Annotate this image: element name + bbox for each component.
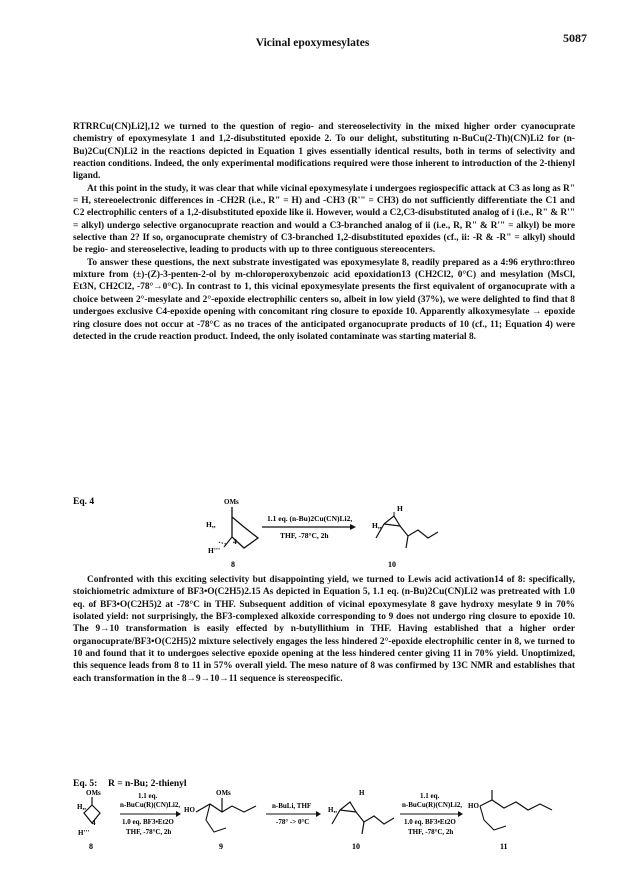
running-title: Vicinal epoxymesylates xyxy=(255,37,370,49)
body-text xyxy=(73,121,575,343)
eq4-product-number: 10 xyxy=(388,560,396,569)
eq5-step3-mid: 1.0 eq. BF3•Et2O xyxy=(404,818,456,826)
eq5-number-11: 11 xyxy=(500,842,508,851)
eq5-ho-11: HO xyxy=(468,802,479,810)
eq5-oms-8: OMs xyxy=(86,789,101,797)
eq5-number-8: 8 xyxy=(89,842,93,851)
eq5-ho-9: HO xyxy=(184,806,195,814)
eq5-h2-10: H,, xyxy=(328,806,337,814)
eq4-product-h2: H,, xyxy=(372,521,382,530)
eq5-step3-bot: THF, -78°C, 2h xyxy=(408,828,454,836)
eq5-step2-bot: -78° -> 0°C xyxy=(276,818,310,826)
eq5-num4-8: 4 xyxy=(92,819,96,827)
eq5-h-mid-8: H,, xyxy=(77,803,86,811)
paragraph-3: To answer these questions, the next substrate investigated was epoxymesylate 8, readily prepared as a 4:96 erythro:threo mixture from (±)-(Z)-3-penten-2-ol by m-chloroperoxybenzoic acid epoxidation13 (CH2Cl2, 0°C) and mesylation (MsCl, Et3N, CH2Cl2, -78°→0°C). In contrast to 1, this vicinal epoxymesylate presents the first equivalent of organocuprate with a choice between 2°-mesylate and 2°-epoxide electrophilic centers so, albeit in low yield (37%), we were delighted to find that 8 undergoes exclusive C4-epoxide opening with concomitant ring closure to epoxide 10. Apparently alkoxymesylate → epoxide ring closure does not occur at -78°C as no traces of the anticipated organocuprate products of 10 (cf., 11; Equation 4) were detected in the crude reaction product. Indeed, the only isolated contaminate was starting material 8. xyxy=(73,257,575,342)
eq5-step1-bot: THF, -78°C, 2h xyxy=(126,828,172,836)
eq5-number-10: 10 xyxy=(352,842,360,851)
eq5-step3-top1: 1.1 eq. xyxy=(420,792,440,800)
eq5-step2-top: n-BuLi, THF xyxy=(272,802,312,810)
eq4-oms: OMs xyxy=(224,498,239,506)
eq4-start-number: 8 xyxy=(231,560,235,569)
paragraph-2: At this point in the study, it was clear that while vicinal epoxymesylate i undergoes regiospecific attack at C3 as long as R" = H, stereoelectronic differences in -CH2R (i.e., R" = H) and -CH3 (R'" = CH3) do not sufficiently differentiate the C1 and C2 electrophilic centers of a 1,2-disubstituted epoxide like ii. However, would a C2,C3-disubstituted analog of i (i.e., R" & R'" = alkyl) undergo selective organocuprate reaction and would a C3-branched analog of ii (i.e., R, R" & R'" = alkyl) be more selective than 2? If so, organocuprate chemistry of C3-branched 1,2-disubstituted epoxides (cf., ii: -R & -R" = alkyl) should be regio- and stereoselective, leading to products with up to three contiguous stereocenters. xyxy=(73,183,575,256)
eq5-step1-top1: 1.1 eq. xyxy=(138,792,158,800)
page-number: 5087 xyxy=(563,31,587,45)
body-text-2 xyxy=(73,574,575,685)
eq5-label: Eq. 5: xyxy=(73,779,98,789)
eq5-step3-top2: n-BuCu(R)(CN)Li2, xyxy=(402,801,463,809)
eq5-step1-mid: 1.0 eq. BF3•Et2O xyxy=(122,818,174,826)
paragraph-1: RTRRCu(CN)Li2],12 we turned to the question of regio- and stereoselectivity in the mixed higher order cyanocuprate chemistry of epoxymesylate 1 and 1,2-disubstituted epoxide 2. To our delight, substituting n-BuCu(2-Th)(CN)Li2 for (n-Bu)2Cu(CN)Li2 in the reactions depicted in Equation 1 gives essentially identical results, both in terms of selectivity and reaction conditions. Indeed, the only experimental modifications required were those inherent to introduction of the 2-thienyl ligand. xyxy=(73,122,575,182)
page-header xyxy=(0,31,625,57)
eq5-oms-9: OMs xyxy=(216,789,231,797)
eq5-number-9: 9 xyxy=(219,842,223,851)
eq4-h-mid: H,, xyxy=(206,520,216,529)
eq4-num4: 4 xyxy=(233,537,237,546)
paragraph-4: Confronted with this exciting selectivity but disappointing yield, we turned to Lewis acid activation14 of 8: specifically, stoichiometric admixture of BF3•O(C2H5)2.15 As depicted in Equation 5, 1.1 eq. (n-Bu)2Cu(CN)Li2 was pretreated with 1.0 eq. of BF3•O(C2H5)2 at -78°C in THF. Subsequent addition of vicinal epoxymesylate 8 gave hydroxy mesylate 9 in 70% isolated yield: not surprisingly, the BF3-complexed alkoxide corresponding to 9 does not undergo ring closure to epoxide 10. The 9→10 transformation is easily effected by n-butyllithium in THF. Having established that a higher order organocuprate/BF3•O(C2H5)2 mixture selectively engages the less hindered 2°-epoxide electrophilic center in 8, we turned to 10 and found that it to undergoes selective epoxide opening at the less hindered center giving 11 in 70% yield. Unoptimized, this sequence leads from 8 to 11 in 57% overall yield. The meso nature of 8 was confirmed by 13C NMR and establishes that each transformation in the 8→9→10→11 sequence is stereospecific. xyxy=(73,575,575,684)
eq5-legend: R = n-Bu; 2-thienyl xyxy=(108,779,187,789)
eq5-step1-top2: n-BuCu(R)(CN)Li2, xyxy=(120,801,181,809)
eq4-reagent-top: 1.1 eq. (n-Bu)2Cu(CN)Li2, xyxy=(267,514,353,523)
eq4-h-low: H''' xyxy=(208,546,221,555)
eq4-product-h: H xyxy=(397,504,403,513)
equation-5-scheme xyxy=(0,776,625,886)
eq5-h-low-8: H''' xyxy=(78,829,90,837)
eq4-reagent-bottom: THF, -78°C, 2h xyxy=(280,531,329,540)
eq4-label: Eq. 4 xyxy=(73,497,95,507)
eq5-h-10: H xyxy=(359,789,365,797)
equation-4-scheme xyxy=(0,494,625,574)
